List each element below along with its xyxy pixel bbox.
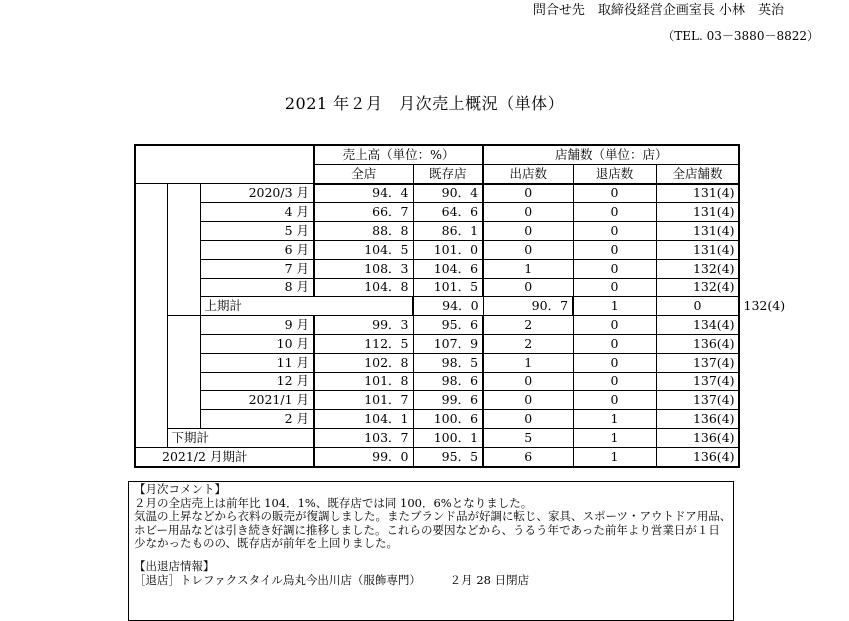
- cell-existing: 90．4: [413, 184, 483, 203]
- row-label: 2021/2 月期計: [135, 447, 314, 466]
- row-label: 2 月: [200, 410, 314, 429]
- cell-all: 99．0: [314, 447, 413, 466]
- cell-close: 0: [573, 353, 656, 372]
- cell-close: 1: [573, 447, 656, 466]
- cell-total: 132(4): [656, 278, 739, 297]
- contact-tel: （TEL. 03－3880－8822）: [662, 29, 819, 43]
- cell-close: 0: [573, 372, 656, 391]
- cell-all: 104．8: [314, 278, 413, 297]
- page-title: 2021 年２月 月次売上概況（単体）: [284, 94, 565, 113]
- cell-close: 0: [573, 391, 656, 410]
- comment-line: ２月の全店売上は前年比 104．1%、既存店では同 100．6%となりました。: [134, 495, 533, 510]
- row-label: 11 月: [200, 353, 314, 372]
- fiscal-year-bracket: [135, 184, 167, 448]
- cell-all: 101．8: [314, 372, 413, 391]
- cell-close: 0: [573, 316, 656, 335]
- cell-open: 0: [483, 372, 573, 391]
- cell-existing: 95．6: [413, 316, 483, 335]
- cell-total: 131(4): [656, 203, 739, 222]
- table-row: [135, 203, 739, 222]
- cell-existing: 98．5: [413, 353, 483, 372]
- comment-line: ホビー用品などは引き続き好調に推移しました。これらの要因などから、うるう年であった前年より営業日が１日: [134, 522, 720, 537]
- cell-all: 99．3: [314, 316, 413, 335]
- table-row: [135, 316, 739, 335]
- cell-open: 0: [483, 391, 573, 410]
- cell-open: 2: [483, 334, 573, 353]
- cell-all: 108．3: [314, 259, 413, 278]
- cell-total: 132(4): [656, 259, 739, 278]
- table-row: [135, 334, 739, 353]
- cell-close: 0: [573, 222, 656, 241]
- row-label: 2020/3 月: [200, 184, 314, 203]
- cell-close: 0: [573, 240, 656, 259]
- cell-total: 131(4): [656, 240, 739, 259]
- cell-existing: 64．6: [413, 203, 483, 222]
- row-label: 下期計: [167, 428, 314, 447]
- row-label: 7 月: [200, 259, 314, 278]
- cell-open: 1: [483, 259, 573, 278]
- cell-all: 101．7: [314, 391, 413, 410]
- table-row: [135, 410, 739, 429]
- cell-existing: 100．1: [413, 428, 483, 447]
- cell-open: 0: [483, 203, 573, 222]
- cell-total: 136(4): [656, 410, 739, 429]
- cell-existing: 86．1: [413, 222, 483, 241]
- header-existing-stores: 既存店: [413, 164, 483, 183]
- cell-existing: 101．0: [413, 240, 483, 259]
- cell-close: 1: [573, 428, 656, 447]
- cell-total: 137(4): [656, 391, 739, 410]
- store-info-heading: 【出退店情報】: [134, 558, 215, 573]
- row-label: 4 月: [200, 203, 314, 222]
- row-label: 12 月: [200, 372, 314, 391]
- cell-all: 94．4: [314, 184, 413, 203]
- cell-close: 0: [573, 278, 656, 297]
- table-row: [135, 184, 739, 203]
- table-row: [135, 372, 739, 391]
- contact-info: 問合せ先 取締役経営企画室長 小林 英治: [532, 3, 784, 18]
- cell-existing: 107．9: [413, 334, 483, 353]
- cell-existing: 101．5: [413, 278, 483, 297]
- header-sales-group: 売上高（単位：%）: [314, 145, 483, 164]
- cell-existing: 95．5: [413, 447, 483, 466]
- table-row: [135, 391, 739, 410]
- comment-line: 少なかったものの、既存店が前年を上回りました。: [134, 536, 399, 551]
- cell-total: 134(4): [656, 316, 739, 335]
- row-label: 9 月: [200, 316, 314, 335]
- table-row: [135, 278, 739, 297]
- cell-total: 136(4): [656, 334, 739, 353]
- sales-table: [134, 144, 786, 468]
- cell-open: 2: [483, 316, 573, 335]
- cell-all: 88．8: [314, 222, 413, 241]
- cell-open: 0: [483, 410, 573, 429]
- cell-close: 0: [573, 334, 656, 353]
- cell-open: 6: [483, 447, 573, 466]
- comment-heading: 【月次コメント】: [134, 482, 226, 496]
- cell-existing: 99．6: [413, 391, 483, 410]
- cell-open: 1: [483, 353, 573, 372]
- cell-open: 5: [483, 428, 573, 447]
- table-row: [135, 353, 739, 372]
- comment-box: [128, 481, 734, 621]
- cell-total: 137(4): [656, 353, 739, 372]
- first-half-bracket: [167, 184, 200, 316]
- cell-close: 0: [573, 184, 656, 203]
- cell-open: 0: [483, 278, 573, 297]
- cell-existing: 90．7: [483, 297, 573, 316]
- cell-open: 0: [483, 184, 573, 203]
- cell-all: 102．8: [314, 353, 413, 372]
- cell-existing: 98．6: [413, 372, 483, 391]
- cell-existing: 104．6: [413, 259, 483, 278]
- cell-total: 136(4): [656, 428, 739, 447]
- row-label: 6 月: [200, 240, 314, 259]
- comment-line: 気温の上昇などから衣料の販売が復調しました。またブランド品が好調に転じ、家具、スポーツ・アウトドア用品、: [134, 509, 732, 524]
- cell-total: 131(4): [656, 222, 739, 241]
- cell-close: 1: [573, 410, 656, 429]
- row-label: 上期計: [200, 297, 413, 316]
- table-row: [135, 222, 739, 241]
- table-row: [135, 259, 739, 278]
- header-all-stores: 全店: [314, 164, 413, 183]
- cell-all: 112．5: [314, 334, 413, 353]
- row-label: 5 月: [200, 222, 314, 241]
- table-row: [135, 240, 739, 259]
- cell-open: 0: [483, 240, 573, 259]
- cell-close: 0: [573, 203, 656, 222]
- header-stores-group: 店舗数（単位：店）: [483, 145, 739, 164]
- cell-all: 103．7: [314, 428, 413, 447]
- cell-all: 66．7: [314, 203, 413, 222]
- table-corner: [135, 145, 314, 184]
- cell-open: 0: [483, 222, 573, 241]
- cell-existing: 100．6: [413, 410, 483, 429]
- table-row-subtotal: [135, 428, 739, 447]
- cell-close: 0: [656, 297, 739, 316]
- cell-all: 104．5: [314, 240, 413, 259]
- table-row-total: [135, 447, 739, 466]
- table-row-subtotal: 上期計 94．0 90．7 1 0 132(4): [135, 297, 739, 316]
- cell-total: 137(4): [656, 372, 739, 391]
- header-openings: 出店数: [483, 164, 573, 183]
- cell-all: 94．0: [413, 297, 483, 316]
- cell-total: 136(4): [656, 447, 739, 466]
- header-store-total: 全店舗数: [656, 164, 739, 183]
- store-info-line: ［退店］トレファクスタイル烏丸今出川店（服飾専門） ２月 28 日閉店: [134, 572, 530, 587]
- cell-all: 104．1: [314, 410, 413, 429]
- row-label: 10 月: [200, 334, 314, 353]
- row-label: 8 月: [200, 278, 314, 297]
- second-half-bracket: [167, 316, 200, 429]
- cell-close: 0: [573, 259, 656, 278]
- header-closings: 退店数: [573, 164, 656, 183]
- cell-open: 1: [573, 297, 656, 316]
- cell-total: 131(4): [656, 184, 739, 203]
- row-label: 2021/1 月: [200, 391, 314, 410]
